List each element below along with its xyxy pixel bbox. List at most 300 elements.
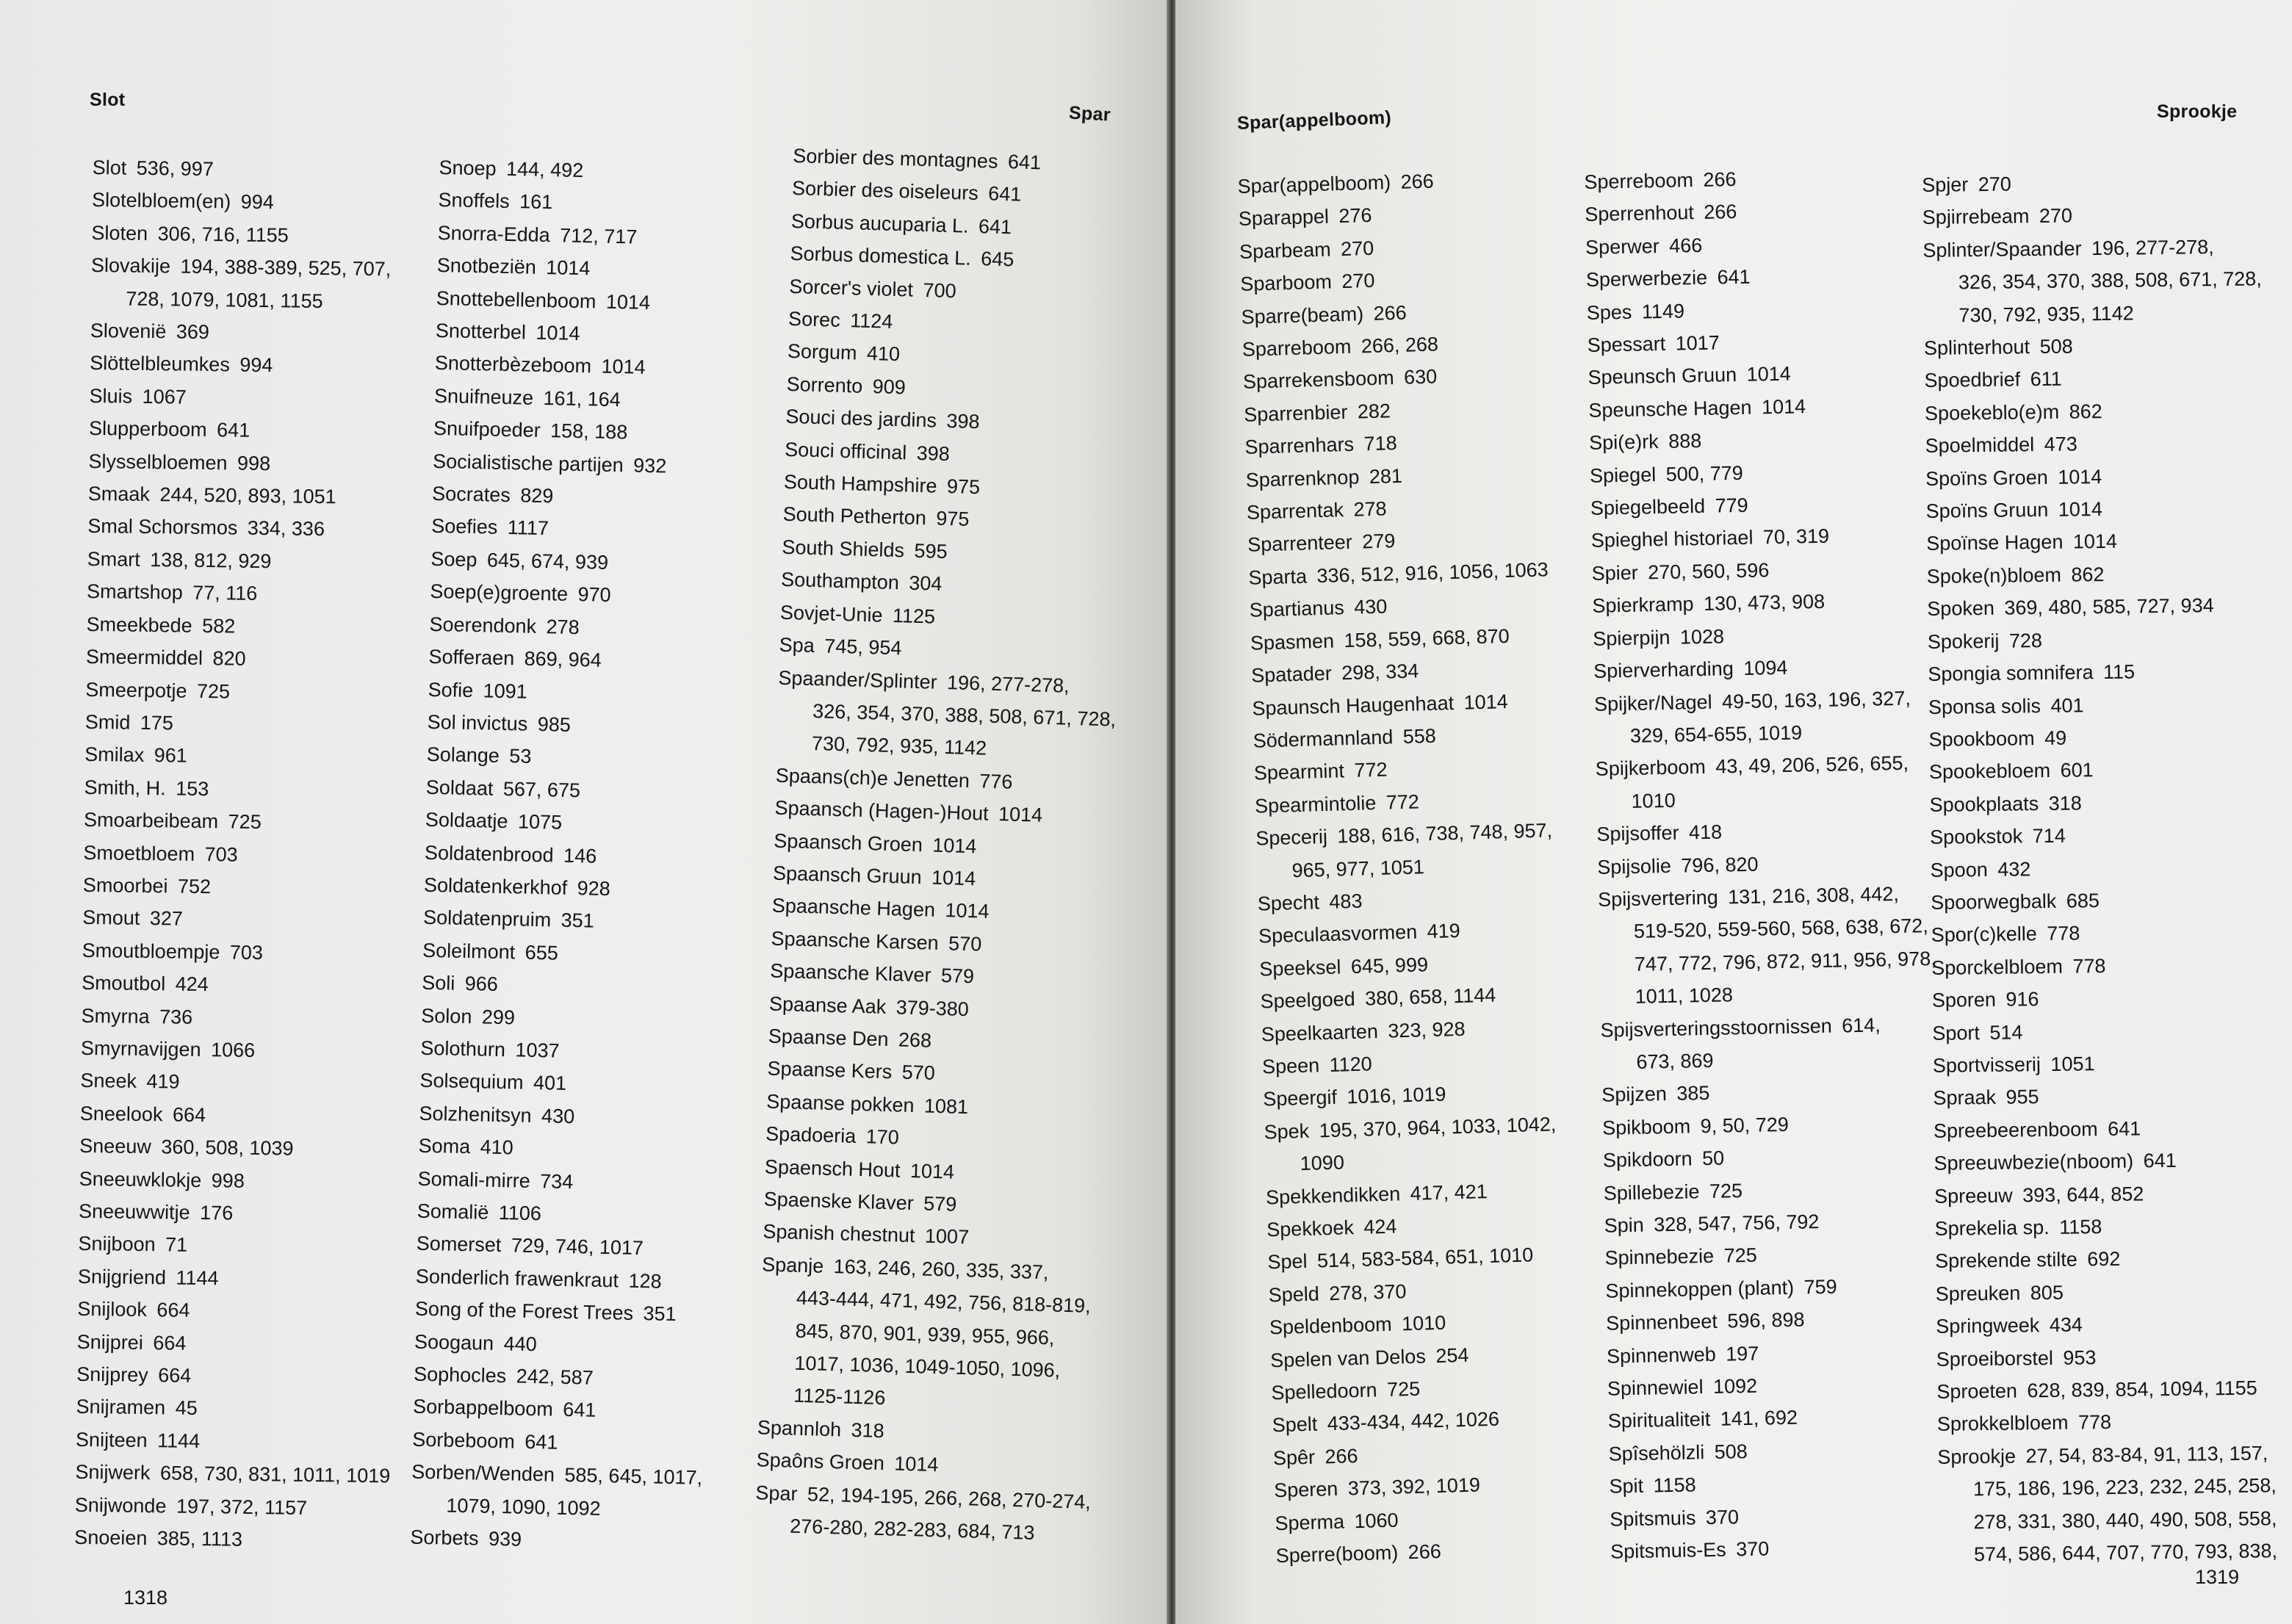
index-term: Spekkoek [1266,1216,1355,1241]
index-page-refs: 360, 508, 1039 [161,1136,294,1160]
index-page-refs: 514, 583-584, 651, 1010 [1316,1244,1534,1272]
index-entry [1932,1013,2271,1050]
index-entry [1929,784,2268,821]
index-page-refs: 975 [946,475,981,499]
page-number: 1318 [123,1587,168,1609]
index-term: Spadoeria [765,1122,857,1148]
index-term: Spar [755,1481,798,1505]
index-page-refs: 582 [201,614,236,638]
index-term: Sorbier des montagnes [792,144,998,173]
index-entry [418,1130,710,1169]
index-entry [75,1489,390,1526]
index-page-refs: 385, 1113 [156,1527,243,1551]
index-term: Snotterbel [435,319,527,344]
index-page-refs: 641 [216,419,251,442]
index-entry-continuation: 747, 772, 796, 872, 911, 956, 978, [1634,947,1936,975]
index-term: Spitsmuis-Es [1610,1538,1727,1563]
index-term: Spjer [1922,173,1969,196]
index-entry [422,967,713,1006]
index-page-refs: 270 [1978,173,2012,196]
index-entry [76,1390,391,1427]
index-term: Sneeuw [79,1135,152,1158]
index-page-refs: 270 [1340,237,1374,260]
index-term: Specerij [1255,826,1328,850]
index-page-refs: 52, 194-195, 266, 268, 270-274, [807,1482,1092,1513]
index-entry [74,1521,389,1558]
index-page-refs: 1094 [1743,656,1788,680]
index-term: Spes [1586,300,1632,324]
index-term: Sneek [80,1069,137,1093]
index-page-refs: 1014 [536,321,580,345]
index-entry-continuation: 730, 792, 935, 1142 [1958,302,2134,327]
index-page-refs: 370 [1735,1537,1770,1561]
index-entry [438,184,729,223]
index-page-refs: 176 [199,1202,234,1224]
index-term: Spaansche Hagen [771,894,936,922]
index-entry [425,804,716,842]
index-entry-continuation: 278, 331, 380, 440, 490, 508, 558, [1973,1506,2277,1533]
index-entry [76,1358,392,1395]
index-page-refs: 641 [1007,151,1042,174]
index-term: Spaansche Klaver [769,959,931,986]
index-entry [1595,746,1933,785]
running-head-right: Sprookje [2157,101,2238,122]
index-page-refs: 401 [533,1072,567,1095]
index-page-refs: 9, 50, 729 [1700,1113,1790,1137]
index-entry [419,1064,711,1103]
index-term: Splinterhout [1923,336,2030,360]
index-entry [1922,165,2260,201]
index-column-4 [1237,162,1576,1573]
index-page-refs: 998 [237,452,271,474]
index-term: Snijwonde [74,1493,167,1517]
index-page-refs: 1144 [176,1266,219,1290]
index-entry [430,575,721,614]
index-page-refs: 270 [2039,204,2073,228]
index-page-refs: 508 [1714,1440,1748,1463]
index-entry [87,510,403,546]
index-page-refs: 306, 716, 1155 [157,222,289,247]
index-entry [416,1227,707,1266]
index-term: Snoeien [74,1526,148,1550]
index-entry [1925,458,2264,495]
index-page-refs: 195, 370, 964, 1033, 1042, [1319,1113,1557,1142]
index-term: Spijsvertering [1597,886,1719,911]
index-term: Snijwerk [75,1461,151,1484]
index-page-refs: 281 [1369,464,1403,488]
index-term: Sperrenhout [1584,201,1695,226]
index-page-refs: 888 [1668,430,1702,453]
index-page-refs: 53 [509,745,532,768]
index-entry-continuation: 673, 869 [1636,1049,1714,1073]
index-term: Speergif [1262,1086,1338,1111]
index-page-refs: 596, 898 [1727,1308,1805,1332]
index-entry [1937,1404,2276,1441]
index-page-refs: 985 [537,712,572,736]
index-term: Sparrekensboom [1242,367,1395,394]
index-term: Spijsolie [1597,854,1672,878]
index-page-refs: 266 [1400,170,1435,193]
index-term: Spek [1264,1119,1310,1144]
index-page-refs: 1051 [2050,1053,2095,1075]
index-entry [1928,687,2267,723]
index-page-refs: 994 [239,354,273,377]
index-page-refs: 77, 116 [192,582,258,605]
index-term: Spijsverteringsstoornissen [1600,1014,1832,1042]
index-page-refs: 1117 [507,516,549,540]
index-term: Snoep [439,156,497,180]
index-page-refs: 939 [488,1527,522,1551]
index-term: South Hampshire [783,470,937,497]
index-page-refs: 970 [577,583,611,607]
index-entry [89,380,404,416]
index-entry [436,249,728,288]
index-entry [78,1260,393,1297]
index-page-refs: 146 [563,844,597,867]
index-entry [1922,230,2261,267]
index-page-refs: 336, 512, 916, 1056, 1063 [1316,558,1549,588]
index-term: Sonderlich frawenkraut [415,1265,619,1292]
index-page-refs: 725 [228,810,262,834]
index-term: Somali-mirre [417,1167,531,1192]
index-term: Soli [421,971,455,995]
index-term: Spiegelbeeld [1590,494,1706,519]
index-page-refs: 49 [2044,726,2067,749]
index-entry [413,1390,704,1429]
index-page-refs: 718 [1363,432,1398,455]
index-term: Sparreboom [1242,335,1352,361]
index-entry-continuation: 1125-1126 [793,1385,886,1410]
index-entry [83,869,398,906]
index-page-refs: 928 [577,877,611,901]
index-term: Soldaat [425,776,494,800]
index-page-refs: 254 [1435,1343,1469,1367]
index-term: Snotbeziën [436,254,537,279]
index-term: Splinter/Spaander [1922,237,2082,261]
index-term: Spaanse Kers [767,1057,893,1083]
index-entry [1928,621,2266,658]
index-term: Snottebellenboom [436,286,597,313]
index-page-refs: 1014 [2058,498,2103,521]
index-page-refs: 369, 480, 585, 727, 934 [2004,594,2214,619]
index-page-refs: 655 [525,941,559,964]
index-page-refs: 1014 [893,1452,939,1476]
index-entry [1925,393,2263,430]
index-term: Smartshop [86,580,183,604]
index-page-refs: 1158 [1653,1473,1696,1497]
index-page-refs: 745, 954 [824,635,902,660]
index-entry [433,412,725,451]
index-term: Spierpijn [1593,626,1671,650]
index-page-refs: 398 [916,441,951,465]
index-entry [1925,491,2264,527]
index-term: Spaansche Karsen [771,927,940,954]
index-term: Somalië [417,1199,489,1224]
index-term: Spearmint [1253,759,1345,784]
index-page-refs: 71 [165,1233,188,1257]
index-page-refs: 351 [561,909,595,932]
index-term: Spieghel historiael [1590,527,1754,552]
index-term: Spjirrebeam [1922,205,2030,229]
index-page-refs: 130, 473, 908 [1703,591,1826,616]
index-term: Souci des jardins [785,405,937,432]
index-term: Spessart [1587,332,1666,356]
index-page-refs: 1014 [1746,363,1791,386]
index-term: Song of the Forest Trees [414,1297,634,1325]
index-term: Spi(e)rk [1588,430,1659,455]
index-entry [77,1293,392,1329]
index-page-refs: 1106 [498,1202,542,1225]
index-entry [1935,1274,2274,1310]
index-term: Sparbeam [1239,238,1332,263]
index-entry-continuation: 1090 [1300,1151,1345,1175]
index-term: Socrates [431,482,511,507]
index-page-refs: 1014 [931,866,976,890]
index-term: Spaansch Groen [773,829,923,856]
index-entry-continuation: 175, 186, 196, 223, 232, 245, 258, [1972,1474,2277,1501]
index-entry [79,1195,394,1232]
index-term: Sperwer [1585,234,1659,259]
index-page-refs: 725 [196,679,231,703]
index-page-refs: 752 [177,875,212,898]
index-page-refs: 299 [481,1006,516,1028]
index-page-refs: 1028 [1679,625,1725,649]
index-page-refs: 1075 [517,810,563,834]
index-term: Sprookje [1937,1445,2017,1468]
index-entry [88,445,403,482]
index-term: Slöttelbleumkes [90,352,231,376]
index-page-refs: 736 [159,1005,193,1028]
index-page-refs: 953 [2063,1346,2097,1369]
index-term: Specht [1257,891,1320,915]
index-term: Springweek [1936,1314,2040,1338]
index-page-refs: 1060 [1354,1509,1399,1532]
index-term: Spreuken [1935,1282,2021,1305]
index-term: Spaensch Hout [764,1155,901,1182]
index-term: Spreeuwbezie(nboom) [1934,1150,2134,1175]
index-term: Snuifneuze [433,384,534,409]
index-page-refs: 163, 246, 260, 335, 337, [833,1255,1049,1284]
index-page-refs: 278 [1353,497,1387,521]
index-page-refs: 558 [1402,724,1437,748]
index-entry [82,934,397,971]
index-page-refs: 579 [923,1192,957,1216]
index-term: Slupperboom [88,417,207,441]
index-term: Speren [1273,1478,1338,1502]
index-term: Sorbets [410,1526,479,1550]
index-page-refs: 862 [2071,563,2105,586]
index-entry [1931,915,2269,952]
index-page-refs: 268 [898,1028,932,1052]
index-page-refs: 385 [1676,1082,1710,1105]
index-term: Spreeuw [1934,1184,2013,1208]
index-term: Sorbus domestica L. [790,242,972,270]
index-term: Spasmen [1250,629,1335,654]
index-term: Sparboom [1239,270,1333,296]
index-entry-continuation: 1017, 1036, 1049-1050, 1096, [794,1351,1061,1382]
index-entry [90,347,405,383]
index-page-refs: 141, 692 [1720,1407,1798,1431]
index-page-refs: 1125 [892,604,936,628]
index-term: Snijgriend [77,1265,167,1289]
index-page-refs: 1014 [909,1159,955,1183]
index-page-refs: 419 [1427,920,1461,943]
index-page-refs: 725 [1723,1244,1757,1268]
index-entry [91,249,406,286]
index-page-refs: 418 [1688,820,1723,844]
index-entry [411,1456,703,1495]
index-page-refs: 692 [2087,1248,2121,1271]
index-term: Spaander/Splinter [778,666,938,693]
index-term: Soerendonk [429,613,537,638]
index-term: Soleilmont [422,939,516,964]
index-page-refs: 158, 559, 668, 870 [1344,624,1510,652]
index-entry [75,1456,390,1493]
index-entry [1928,654,2266,690]
index-term: Snijramen [76,1396,166,1419]
index-page-refs: 645 [980,248,1015,271]
index-term: Spookebloem [1928,759,2051,784]
index-term: Sponsa solis [1928,694,2041,718]
index-term: Sparta [1248,565,1308,589]
index-term: Snuifpoeder [433,417,541,442]
index-entry [76,1325,392,1362]
index-page-refs: 1092 [1712,1374,1758,1398]
index-term: Slysselbloemen [88,450,228,474]
index-page-refs: 1037 [515,1039,560,1062]
index-entry [80,1097,395,1134]
index-term: Spijker/Nagel [1593,690,1712,715]
index-page-refs: 772 [1385,790,1420,814]
index-page-refs: 298, 334 [1341,660,1419,685]
index-page-refs: 282 [1357,400,1391,423]
index-term: Smaak [87,483,151,506]
index-page-refs: 138, 812, 929 [150,548,272,573]
running-head-left: Slot [90,90,126,110]
index-term: Snijprey [76,1363,148,1387]
index-entry [82,901,397,938]
index-term: Spierkramp [1592,593,1694,618]
index-page-refs: 266 [1373,301,1408,325]
index-term: Sophocles [413,1363,507,1387]
index-term: Speldenboom [1269,1313,1393,1339]
index-term: Spiegel [1589,463,1657,487]
index-page-refs: 595 [914,539,948,563]
index-page-refs: 1158 [2059,1216,2102,1238]
index-page-refs: 144, 492 [505,157,584,182]
index-entry-continuation: 574, 586, 644, 707, 770, 793, 838, [1973,1540,2278,1566]
index-page-refs: 380, 658, 1144 [1364,984,1496,1010]
index-page-refs: 466 [1668,234,1703,257]
index-term: Spongia somnifera [1928,661,2094,686]
index-entry [1930,817,2268,853]
index-page-refs: 1014 [998,803,1043,826]
index-term: Sportvisserij [1932,1053,2041,1077]
index-term: Spar(appelboom) [1237,171,1391,198]
index-term: Smart [87,547,140,571]
index-page-refs: 170 [865,1125,900,1149]
index-term: Spraak [1933,1086,1997,1110]
index-page-refs: 158, 188 [549,419,628,444]
index-term: Sorben/Wenden [411,1460,555,1486]
running-head-right: Spar [1068,102,1111,126]
index-page-refs: 779 [1715,494,1748,517]
index-page-refs: 194, 388-389, 525, 707, [180,255,392,281]
index-entry [1927,589,2266,626]
index-term: Smoetbloem [83,841,195,865]
index-entry-continuation: 443-444, 471, 492, 756, 818-819, [796,1286,1092,1318]
index-entry [86,608,401,645]
index-page-refs: 278, 370 [1328,1280,1407,1304]
index-page-refs: 685 [2066,889,2100,912]
index-term: Smyrnavijgen [80,1036,201,1061]
index-term: Spelen van Delos [1269,1345,1427,1371]
index-term: Smoorbei [82,873,168,898]
index-term: Snotterbèzeboom [434,352,592,378]
index-page-refs: 266 [1408,1540,1442,1564]
index-term: Speeksel [1258,956,1341,981]
index-term: Spijsoffer [1596,821,1679,845]
index-entry [1937,1437,2276,1473]
index-term: Spijzen [1601,1083,1668,1107]
index-page-refs: 266 [1703,168,1737,191]
index-term: Spîsehölzli [1608,1441,1705,1465]
index-page-refs: 909 [872,375,907,399]
index-page-refs: 393, 644, 852 [2022,1183,2144,1207]
index-entry [428,640,720,679]
index-term: Spa [779,633,815,657]
index-term: Snorra-Edda [437,221,551,246]
index-page-refs: 805 [2030,1281,2064,1304]
index-page-refs: 869, 964 [524,647,602,671]
index-page-refs: 197 [1725,1342,1759,1365]
index-page-refs: 115 [2102,660,2136,684]
index-page-refs: 430 [1353,595,1388,619]
index-page-refs: 932 [633,454,667,477]
index-page-refs: 70, 319 [1762,525,1830,549]
index-term: Soma [418,1134,471,1158]
index-page-refs: 601 [2060,759,2094,782]
index-entry [84,804,399,840]
index-page-refs: 318 [2048,792,2082,815]
index-term: Smal Schorsmos [87,515,238,540]
index-term: Spikdoorn [1602,1147,1693,1172]
index-term: Sloten [91,221,148,245]
index-term: Slot [92,156,127,179]
index-term: Sorcer's violet [789,275,914,301]
index-page-refs: 567, 675 [502,777,581,801]
index-entry [88,477,403,514]
index-entry [1926,524,2265,560]
index-page-refs: 417, 421 [1410,1180,1488,1205]
index-entry [87,575,402,612]
index-page-refs: 276 [1338,204,1372,228]
index-term: Spinnewiel [1607,1376,1704,1400]
index-term: Sprekende stilte [1934,1248,2077,1273]
index-term: Smout [82,906,140,930]
index-term: Spel [1267,1250,1308,1274]
index-term: Spier [1591,561,1638,585]
index-page-refs: 410 [866,342,901,366]
index-entry-continuation: 329, 654-655, 1019 [1629,721,1803,747]
index-page-refs: 43, 49, 206, 526, 655, [1715,751,1909,779]
index-page-refs: 1144 [156,1429,201,1452]
index-term: Snijprei [76,1330,144,1354]
index-term: Sofie [428,678,474,701]
index-page-refs: 508 [2039,335,2073,358]
index-page-refs: 440 [503,1332,538,1355]
index-term: Sneelook [79,1102,163,1126]
